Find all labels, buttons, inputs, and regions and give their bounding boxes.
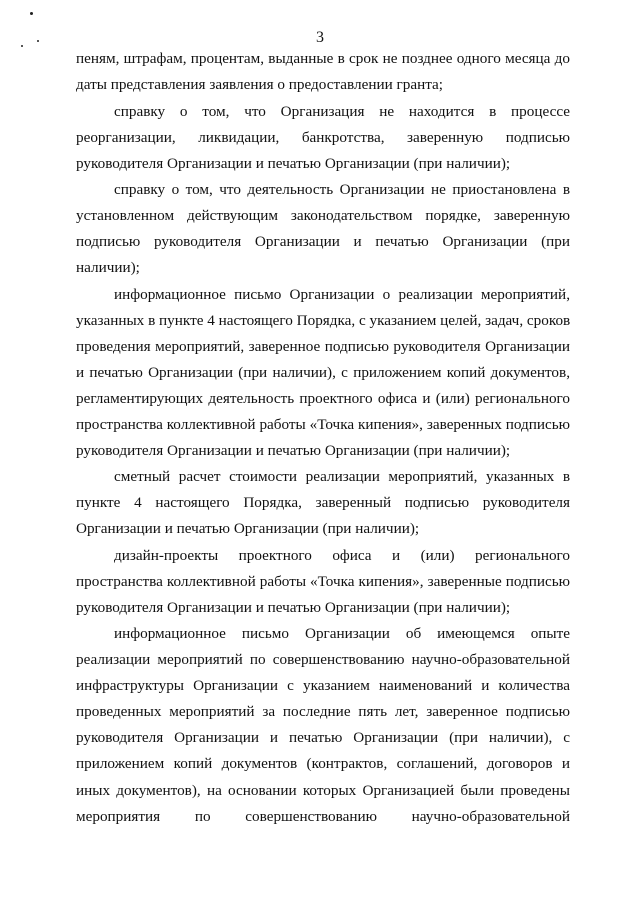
page-number: 3 — [316, 29, 324, 46]
text-line: пространства коллективной работы «Точка кипения», заверенные подписью — [76, 573, 570, 590]
text-line: информационное письмо Организации о реализации мероприятий, — [114, 286, 570, 303]
text-line: Организации и печатью Организации (при наличии); — [76, 520, 420, 537]
text-line: подписью руководителя Организации и печатью Организации (при — [76, 233, 570, 250]
text-line: регламентирующих деятельность проектного офиса и (или) регионального — [76, 390, 570, 407]
text-line: справку о том, что Организация не находится в процессе — [114, 103, 570, 120]
text-line: пункте 4 настоящего Порядка, заверенный подписью руководителя — [76, 494, 570, 511]
text-line: реализации мероприятий по совершенствованию научно-образовательной — [76, 651, 570, 668]
text-line: иных документов), на основании которых Организацией были проведены — [76, 782, 570, 799]
text-line: руководителя Организации и печатью Организации (при наличии); — [76, 599, 511, 616]
text-line: информационное письмо Организации об имеющемся опыте — [114, 625, 570, 642]
text-line: установленном действующим законодательством порядке, заверенную — [76, 207, 570, 224]
text-line: пеням, штрафам, процентам, выданные в срок не позднее одного месяца до — [76, 50, 570, 67]
text-line: указанных в пункте 4 настоящего Порядка, с указанием целей, задач, сроков — [76, 312, 571, 329]
text-line: приложением копий документов (контрактов, соглашений, договоров и — [76, 755, 570, 772]
scan-speck — [30, 12, 33, 15]
text-line: сметный расчет стоимости реализации мероприятий, указанных в — [114, 468, 570, 485]
text-line: инфраструктуры Организации с указанием наименований и количества — [76, 677, 570, 694]
text-line: руководителя Организации и печатью Организации (при наличии); — [76, 155, 511, 172]
text-line: проведения мероприятий, заверенное подписью руководителя Организации — [76, 338, 570, 355]
text-line: реорганизации, ликвидации, банкротства, заверенную подписью — [76, 129, 570, 146]
text-line: и печатью Организации (при наличии), с приложением копий документов, — [76, 364, 570, 381]
text-line: даты представления заявления о предоставлении гранта; — [76, 76, 443, 93]
text-line: руководителя Организации и печатью Организации (при наличии); — [76, 442, 511, 459]
text-line: наличии); — [76, 259, 140, 276]
text-line: проведенных мероприятий за последние пять лет, заверенное подписью — [76, 703, 570, 720]
text-line: справку о том, что деятельность Организации не приостановлена в — [114, 181, 570, 198]
text-line: пространства коллективной работы «Точка кипения», заверенных подписью — [76, 416, 570, 433]
text-line: мероприятия по совершенствованию научно-образовательной — [76, 808, 570, 825]
text-line: руководителя Организации и печатью Организации (при наличии), с — [76, 729, 570, 746]
text-line: дизайн-проекты проектного офиса и (или) регионального — [114, 547, 570, 564]
